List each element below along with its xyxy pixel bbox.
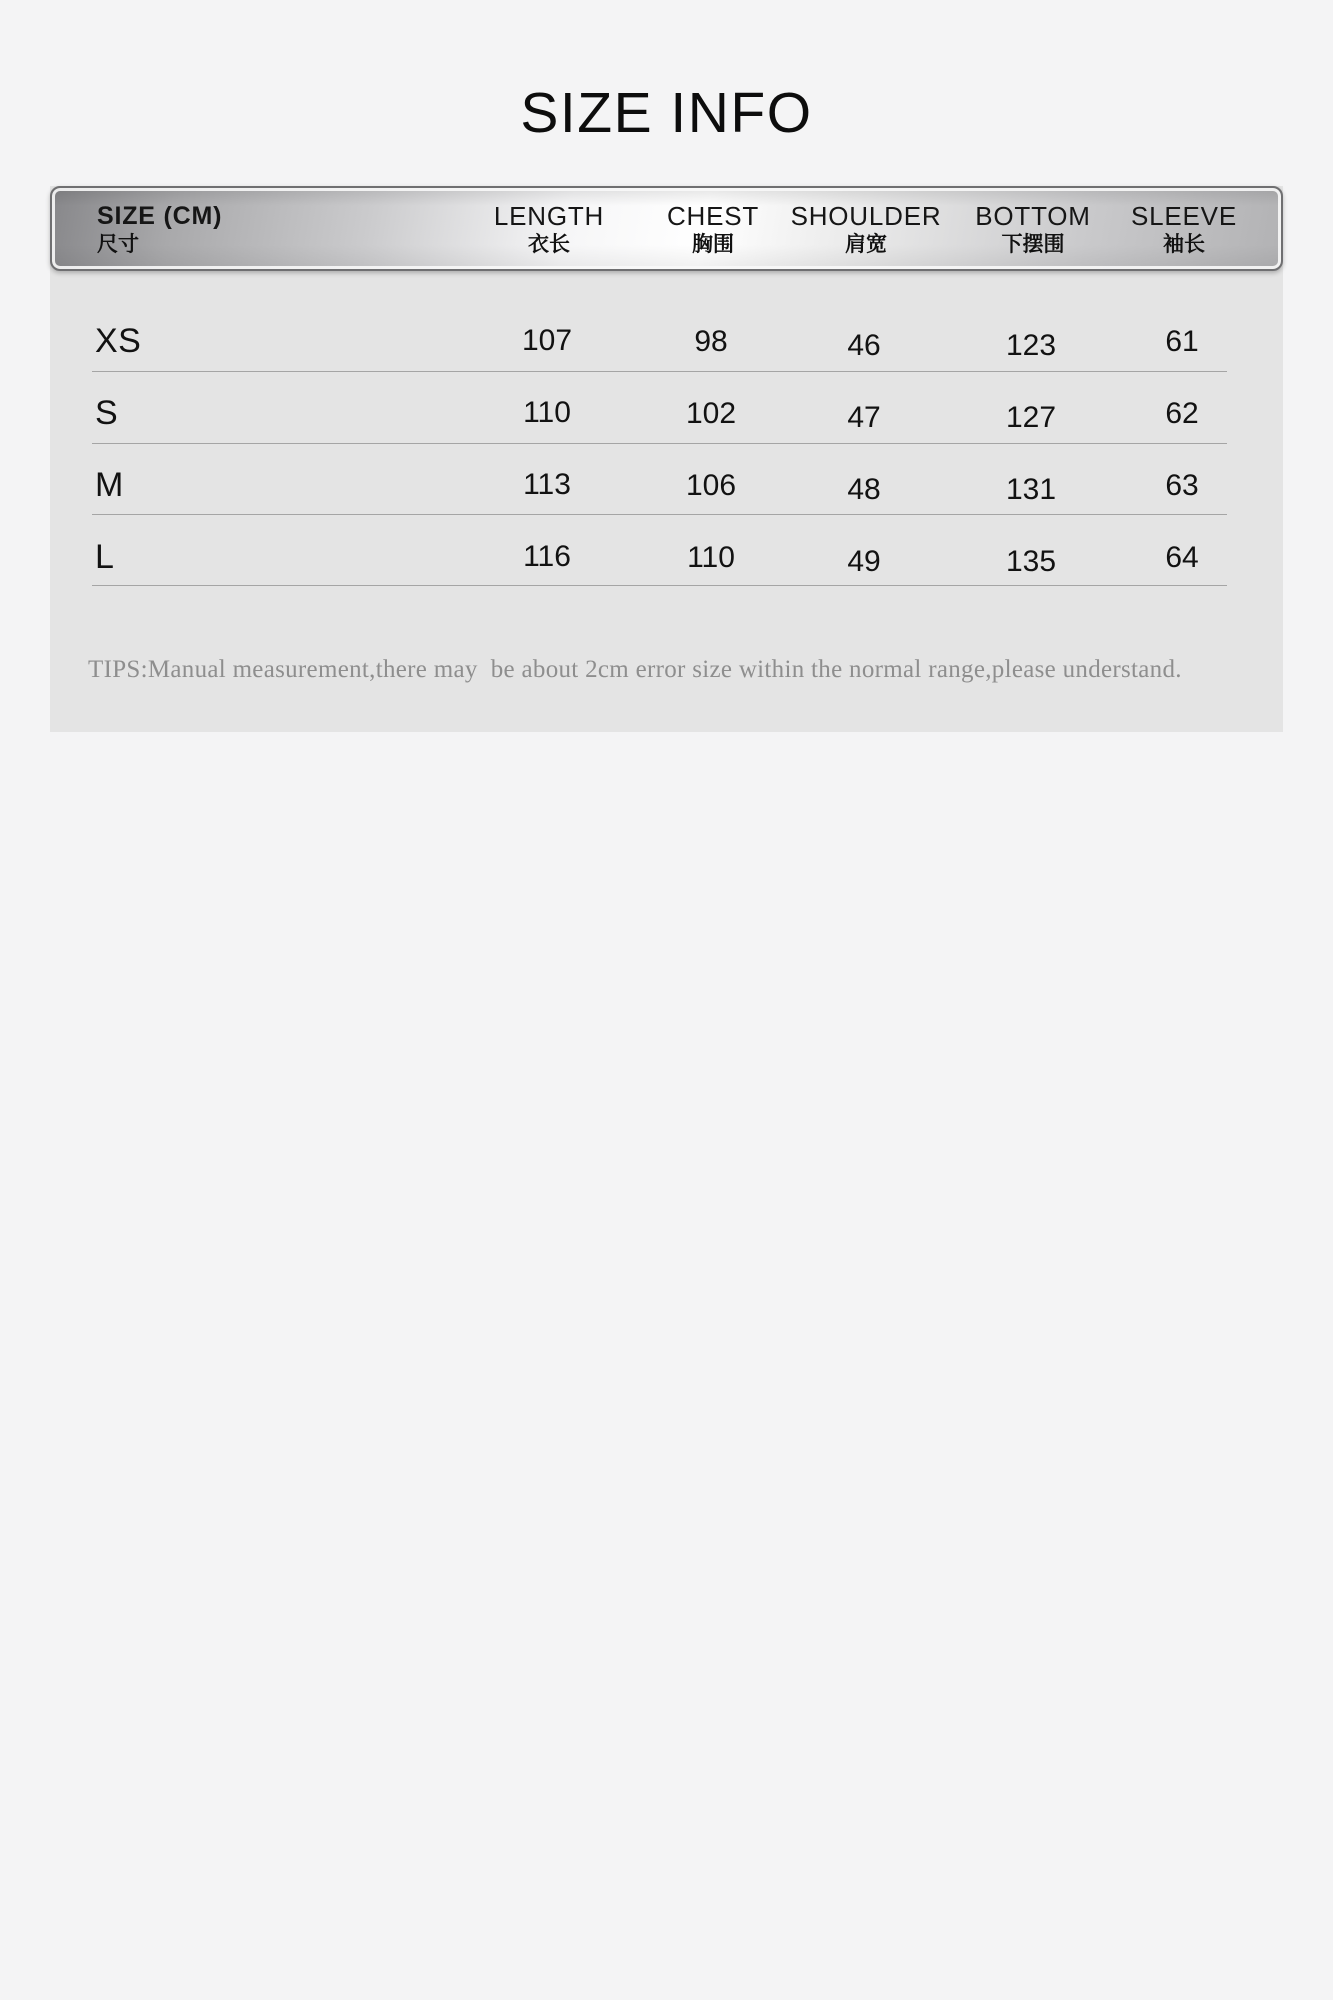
header-col-sleeve: [1084, 188, 1284, 273]
header-bottom-en: BOTTOM: [975, 201, 1091, 231]
header-size-en: SIZE (CM): [97, 202, 223, 230]
size-info-panel: [50, 186, 1283, 732]
header-size-zh: 尺寸: [97, 233, 139, 256]
header-chest-en: CHEST: [666, 201, 760, 231]
row-s-sleeve: 62: [1165, 397, 1199, 430]
size-table-header: [50, 186, 1283, 271]
row-xs-sleeve: 61: [1165, 325, 1199, 358]
tips-note: TIPS:Manual measurement,there may be about 2cm error size within the normal range,please understand.: [88, 656, 1182, 683]
row-xs-size: XS: [95, 322, 142, 360]
header-bottom-zh: 下摆围: [1001, 233, 1065, 256]
header-length-en: LENGTH: [493, 201, 605, 231]
header-sleeve-zh: 袖长: [1163, 233, 1205, 256]
row-m-length: 113: [523, 468, 571, 501]
row-l-sleeve: 64: [1165, 541, 1199, 574]
header-length-zh: 衣长: [528, 233, 570, 256]
table-row-xs: [50, 314, 1283, 368]
header-col-size: [97, 188, 357, 273]
row-separator: [92, 443, 1227, 444]
row-l-size: L: [95, 538, 115, 576]
row-s-chest: 102: [685, 397, 737, 430]
row-l-shoulder: 49: [847, 545, 881, 578]
row-separator: [92, 585, 1227, 586]
row-l-chest: 110: [687, 541, 735, 574]
row-xs-shoulder: 46: [847, 329, 881, 362]
row-s-bottom: 127: [1005, 401, 1057, 434]
row-l-length: 116: [523, 540, 571, 573]
header-chest-zh: 胸围: [692, 233, 734, 256]
row-m-bottom: 131: [1005, 473, 1057, 506]
row-separator: [92, 514, 1227, 515]
row-s-length: 110: [523, 396, 571, 429]
page-title: SIZE INFO: [520, 81, 813, 145]
row-xs-chest: 98: [694, 325, 728, 358]
row-l-bottom: 135: [1005, 545, 1057, 578]
row-m-shoulder: 48: [847, 473, 881, 506]
row-xs-length: 107: [521, 324, 573, 357]
header-shoulder-en: SHOULDER: [790, 201, 942, 231]
row-s-size: S: [95, 394, 119, 432]
row-s-shoulder: 47: [847, 401, 881, 434]
row-separator: [92, 371, 1227, 372]
row-xs-bottom: 123: [1005, 329, 1057, 362]
row-m-chest: 106: [685, 469, 737, 502]
header-shoulder-zh: 肩宽: [845, 233, 887, 256]
table-row-l: [50, 530, 1283, 584]
row-m-size: M: [95, 466, 124, 504]
header-sleeve-en: SLEEVE: [1131, 201, 1237, 231]
table-row-m: [50, 458, 1283, 512]
table-row-s: [50, 386, 1283, 440]
row-m-sleeve: 63: [1165, 469, 1199, 502]
